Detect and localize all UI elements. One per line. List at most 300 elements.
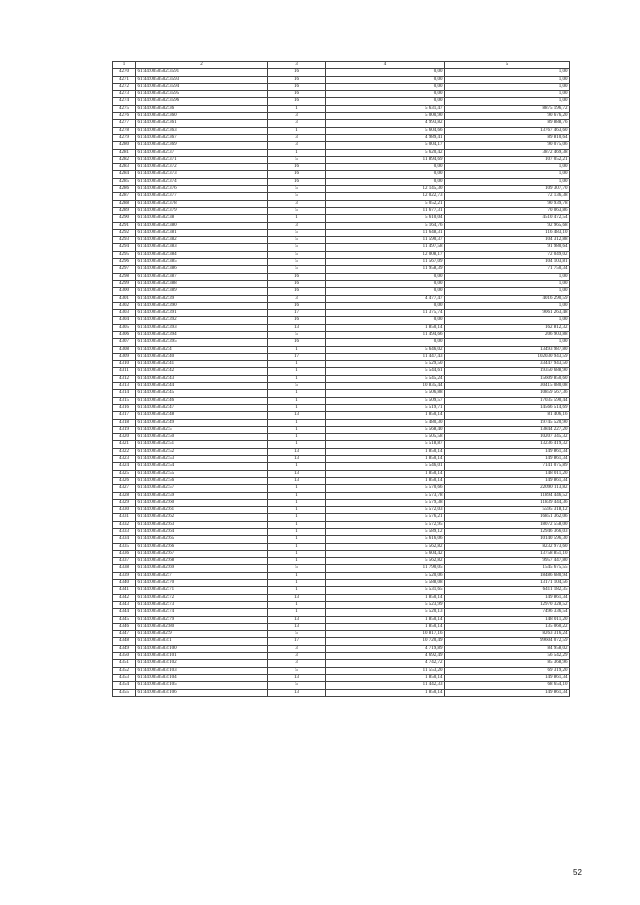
table-cell-col-3: 1 [268,514,326,521]
table-row [113,244,570,251]
column-header-3: 3 [268,62,326,69]
table-cell-col-5: 19350 688,90 [445,368,570,375]
table-cell-col-5: 33447 943,50 [445,361,570,368]
table-row [113,448,570,455]
table-row [113,499,570,506]
table-cell-col-4: 5 610,04 [326,215,445,222]
table-cell-col-4: 5 523,99 [326,601,445,608]
table-cell-col-1: 4322 [113,448,136,455]
table-cell-col-2: 61:44:0050502:382 [136,237,268,244]
table-row [113,601,570,608]
table-cell-col-4: 1 850,14 [326,594,445,601]
table-cell-col-1: 4318 [113,419,136,426]
table-cell-col-2: 61:44:0050502:387 [136,273,268,280]
table-cell-col-4: 0,00 [326,83,445,90]
table-cell-col-1: 4306 [113,331,136,338]
table-cell-col-3: 3 [268,295,326,302]
table-cell-col-3: 13 [268,689,326,696]
table-cell-col-3: 16 [268,178,326,185]
table-row [113,485,570,492]
table-cell-col-4: 1 850,14 [326,674,445,681]
table-row [113,251,570,258]
table-cell-col-2: 61:44:0050503:102 [136,660,268,667]
table-cell-col-1: 4282 [113,156,136,163]
table-cell-col-1: 4300 [113,288,136,295]
table-cell-col-1: 4307 [113,339,136,346]
table-cell-col-2: 61:44:0050502:66 [136,543,268,550]
table-cell-col-5: 13767 463,60 [445,127,570,134]
table-row [113,492,570,499]
table-cell-col-4: 11 447,43 [326,353,445,360]
table-cell-col-2: 61:44:0050502:68 [136,558,268,565]
table-row [113,149,570,156]
table-cell-col-1: 4273 [113,91,136,98]
table-cell-col-5: 12946 366,03 [445,529,570,536]
table-cell-col-2: 61:44:0050502:3591 [136,69,268,76]
table-row [113,426,570,433]
table-cell-col-5: 149 861,34 [445,456,570,463]
table-cell-col-1: 4324 [113,463,136,470]
table-cell-col-1: 4327 [113,485,136,492]
table-cell-col-5: 13171 104,56 [445,580,570,587]
table-cell-col-4: 0,00 [326,164,445,171]
table-cell-col-2: 61:44:0050502:395 [136,339,268,346]
table-cell-col-2: 61:44:0050502:48 [136,412,268,419]
table-row [113,521,570,528]
table-row [113,215,570,222]
table-cell-col-3: 17 [268,638,326,645]
table-cell-col-3: 1 [268,426,326,433]
table-cell-col-5: 90 939,78 [445,200,570,207]
table-cell-col-5: 22090 113,82 [445,485,570,492]
table-cell-col-2: 61:44:0050502:80 [136,623,268,630]
table-cell-col-2: 61:44:0050502:379 [136,207,268,214]
table-cell-col-2: 61:44:0050502:380 [136,222,268,229]
table-cell-col-5: 6411 182,35 [445,587,570,594]
table-cell-col-2: 61:44:0050502:69 [136,565,268,572]
table-cell-col-5: 1,00 [445,69,570,76]
table-cell-col-1: 4323 [113,456,136,463]
table-cell-col-2: 61:44:0050502:40 [136,353,268,360]
table-cell-col-2: 61:44:0050502:3595 [136,91,268,98]
table-row [113,419,570,426]
table-cell-col-3: 5 [268,259,326,266]
table-cell-col-3: 5 [268,251,326,258]
table-cell-col-4: 0,00 [326,98,445,105]
table-cell-col-2: 61:44:0050502:393 [136,324,268,331]
table-cell-col-2: 61:44:0050502:377 [136,193,268,200]
table-cell-col-4: 1 850,14 [326,616,445,623]
table-cell-col-1: 4346 [113,623,136,630]
table-cell-col-2: 61:44:0050502:39 [136,295,268,302]
table-row [113,507,570,514]
table-cell-col-2: 61:44:0050502:363 [136,127,268,134]
table-cell-col-4: 5 505,58 [326,434,445,441]
table-cell-col-4: 1 850,14 [326,324,445,331]
table-cell-col-5: 1,00 [445,302,570,309]
table-cell-col-3: 1 [268,536,326,543]
table-cell-col-2: 61:44:0050502:388 [136,280,268,287]
table-cell-col-2: 61:44:0050502:360 [136,113,268,120]
table-cell-col-5: 7496 336,54 [445,609,570,616]
table-cell-col-3: 16 [268,317,326,324]
table-cell-col-1: 4333 [113,529,136,536]
table-cell-col-3: 1 [268,463,326,470]
table-cell-col-2: 61:44:0050502:56 [136,477,268,484]
table-cell-col-4: 11 590,37 [326,237,445,244]
table-cell-col-2: 61:44:0050502:57 [136,485,268,492]
table-cell-col-1: 4308 [113,346,136,353]
table-row [113,536,570,543]
table-cell-col-5: 148 011,20 [445,470,570,477]
table-cell-col-3: 1 [268,558,326,565]
table-cell-col-5: 30415 080,08 [445,383,570,390]
table-cell-col-1: 4355 [113,689,136,696]
table-cell-col-2: 61:44:0050502:384 [136,251,268,258]
table-cell-col-1: 4281 [113,149,136,156]
table-cell-col-5: 8875 196,72 [445,105,570,112]
table-cell-col-4: 0,00 [326,317,445,324]
table-cell-col-1: 4313 [113,383,136,390]
table-cell-col-5: 104 312,88 [445,237,570,244]
table-cell-col-4: 11 648,31 [326,229,445,236]
table-row [113,580,570,587]
table-cell-col-5: 107 052,21 [445,156,570,163]
table-cell-col-2: 61:44:0050503:101 [136,653,268,660]
table-cell-col-4: 1 850,14 [326,477,445,484]
table-row [113,674,570,681]
table-cell-col-1: 4320 [113,434,136,441]
table-cell-col-4: 10 817,16 [326,631,445,638]
table-cell-col-5: 1,00 [445,76,570,83]
table-cell-col-4: 10 720,49 [326,638,445,645]
table-cell-col-1: 4314 [113,390,136,397]
table-cell-col-5: 89 888,76 [445,120,570,127]
table-cell-col-1: 4351 [113,660,136,667]
table-cell-col-1: 4298 [113,273,136,280]
table-cell-col-1: 4353 [113,674,136,681]
table-cell-col-4: 5 509,57 [326,397,445,404]
table-cell-col-1: 4293 [113,237,136,244]
table-cell-col-2: 61:44:0050502:390 [136,302,268,309]
table-cell-col-2: 61:44:0050502:73 [136,601,268,608]
table-cell-col-1: 4309 [113,353,136,360]
table-cell-col-4: 5 004,17 [326,142,445,149]
table-cell-col-5: 4016 290,59 [445,295,570,302]
table-cell-col-2: 61:44:0050502:374 [136,178,268,185]
table-cell-col-5: 8263 316,24 [445,631,570,638]
table-cell-col-1: 4317 [113,412,136,419]
table-row [113,623,570,630]
table-cell-col-5: 9957 447,80 [445,558,570,565]
table-cell-col-4: 5 052,21 [326,200,445,207]
table-cell-col-4: 0,00 [326,91,445,98]
table-cell-col-4: 12 022,73 [326,193,445,200]
table-cell-col-4: 5 531,65 [326,587,445,594]
table-row [113,229,570,236]
table-cell-col-5: 3872 469,38 [445,149,570,156]
table-cell-col-3: 1 [268,215,326,222]
table-cell-col-2: 61:44:0050502:74 [136,609,268,616]
table-cell-col-4: 5 544,61 [326,368,445,375]
table-row [113,441,570,448]
table-cell-col-3: 1 [268,397,326,404]
table-cell-col-4: 0,00 [326,280,445,287]
table-cell-col-5: 90 676,20 [445,113,570,120]
table-row [113,558,570,565]
table-cell-col-5: 13236 419,32 [445,441,570,448]
table-cell-col-5: 1,00 [445,339,570,346]
table-cell-col-2: 61:44:0050502:47 [136,404,268,411]
table-cell-col-4: 5 568,40 [326,426,445,433]
table-cell-col-4: 5 588,08 [326,580,445,587]
table-cell-col-2: 61:44:0050502:9 [136,631,268,638]
table-cell-col-5: 1,00 [445,164,570,171]
table-cell-col-4: 5 529,50 [326,361,445,368]
table-row [113,529,570,536]
table-cell-col-2: 61:44:0050502:391 [136,310,268,317]
table-cell-col-2: 61:44:0050502:67 [136,550,268,557]
table-cell-col-4: 0,00 [326,302,445,309]
table-cell-col-3: 17 [268,310,326,317]
table-row [113,346,570,353]
table-cell-col-4: 11 958,39 [326,266,445,273]
table-cell-col-2: 61:44:0050502:59 [136,492,268,499]
table-cell-col-1: 4285 [113,178,136,185]
table-row [113,324,570,331]
table-cell-col-1: 4270 [113,69,136,76]
table-cell-col-3: 3 [268,200,326,207]
table-cell-col-2: 61:44:0050502:37 [136,149,268,156]
table-cell-col-4: 1 850,14 [326,470,445,477]
table-cell-col-3: 5 [268,383,326,390]
table-cell-col-3: 17 [268,353,326,360]
table-cell-col-4: 5 480,30 [326,419,445,426]
table-cell-col-4: 1 850,14 [326,456,445,463]
table-cell-col-3: 3 [268,653,326,660]
table-cell-col-3: 1 [268,390,326,397]
table-row [113,397,570,404]
table-cell-col-1: 4289 [113,207,136,214]
table-cell-col-5: 14566 514,69 [445,404,570,411]
table-row [113,609,570,616]
table-cell-col-3: 1 [268,550,326,557]
table-cell-col-5: 1,00 [445,288,570,295]
table-cell-col-4: 11 553,20 [326,667,445,674]
table-row [113,120,570,127]
table-cell-col-3: 1 [268,105,326,112]
table-row [113,200,570,207]
table-cell-col-1: 4304 [113,317,136,324]
table-cell-col-4: 5 000,90 [326,113,445,120]
table-cell-col-2: 61:44:0050502:389 [136,288,268,295]
table-cell-col-2: 61:44:0050502:394 [136,331,268,338]
table-cell-col-4: 5 572,95 [326,521,445,528]
table-cell-col-2: 61:44:0050502:392 [136,317,268,324]
table-cell-col-1: 4286 [113,186,136,193]
table-cell-col-3: 16 [268,164,326,171]
table-cell-col-2: 61:44:0050502:5 [136,426,268,433]
table-cell-col-3: 13 [268,477,326,484]
table-cell-col-3: 16 [268,91,326,98]
table-cell-col-4: 0,00 [326,288,445,295]
table-cell-col-2: 61:44:0050502:369 [136,142,268,149]
table-cell-col-1: 4271 [113,76,136,83]
table-cell-col-1: 4299 [113,280,136,287]
table-cell-col-1: 4336 [113,550,136,557]
table-cell-col-3: 5 [268,667,326,674]
table-cell-col-3: 1 [268,492,326,499]
table-cell-col-1: 4275 [113,105,136,112]
table-cell-col-1: 4311 [113,368,136,375]
table-cell-col-1: 4330 [113,507,136,514]
table-cell-col-5: 10140 596,30 [445,536,570,543]
table-cell-col-5: 1,00 [445,171,570,178]
table-cell-col-4: 5 579,38 [326,499,445,506]
table-row [113,339,570,346]
table-cell-col-2: 61:44:0050502:50 [136,434,268,441]
table-row [113,76,570,83]
table-cell-col-2: 61:44:0050502:38 [136,215,268,222]
table-cell-col-1: 4301 [113,295,136,302]
table-cell-col-3: 3 [268,142,326,149]
table-cell-col-4: 4 989,41 [326,134,445,141]
table-cell-col-2: 61:44:0050502:4 [136,346,268,353]
table-cell-col-5: 10859 567,36 [445,390,570,397]
table-cell-col-4: 11 375,74 [326,310,445,317]
table-row [113,310,570,317]
table-cell-col-1: 4283 [113,164,136,171]
table-cell-col-2: 61:44:0050502:43 [136,375,268,382]
table-cell-col-5: 10207 345,32 [445,434,570,441]
table-cell-col-5: 1,00 [445,273,570,280]
table-cell-col-4: 1 850,14 [326,623,445,630]
table-cell-col-5: 104 103,81 [445,259,570,266]
table-cell-col-4: 5 631,47 [326,105,445,112]
table-row [113,113,570,120]
table-cell-col-3: 1 [268,346,326,353]
table-cell-col-5: 11894 446,52 [445,492,570,499]
table-cell-col-5: 9061 263,48 [445,310,570,317]
table-cell-col-3: 13 [268,674,326,681]
table-row [113,543,570,550]
table-cell-col-3: 1 [268,529,326,536]
table-cell-col-5: 8232 973,60 [445,543,570,550]
table-cell-col-1: 4284 [113,171,136,178]
table-cell-col-1: 4279 [113,134,136,141]
table-cell-col-3: 5 [268,244,326,251]
table-cell-col-2: 61:44:0050502:54 [136,463,268,470]
table-cell-col-2: 61:44:0050502:65 [136,536,268,543]
table-cell-col-5: 18486 680,94 [445,572,570,579]
table-cell-col-5: 71 750,34 [445,266,570,273]
table-cell-col-1: 4292 [113,229,136,236]
table-cell-col-1: 4347 [113,631,136,638]
table-cell-col-3: 13 [268,448,326,455]
table-cell-col-4: 5 573,78 [326,492,445,499]
table-cell-col-2: 61:44:0050502:381 [136,229,268,236]
table-cell-col-3: 16 [268,171,326,178]
table-cell-col-2: 61:44:0050502:383 [136,244,268,251]
table-cell-col-1: 4274 [113,98,136,105]
table-cell-col-4: 5 562,82 [326,558,445,565]
table-cell-col-2: 61:44:0050502:367 [136,134,268,141]
table-cell-col-5: 1,00 [445,280,570,287]
table-cell-col-2: 61:44:0050503:104 [136,674,268,681]
table-cell-col-1: 4339 [113,572,136,579]
table-cell-col-5: 90 075,06 [445,142,570,149]
table-cell-col-1: 4348 [113,638,136,645]
table-row [113,631,570,638]
table-cell-col-1: 4344 [113,609,136,616]
table-cell-col-1: 4326 [113,477,136,484]
table-cell-col-1: 4303 [113,310,136,317]
table-cell-col-2: 61:44:0050503:1 [136,638,268,645]
table-cell-col-1: 4288 [113,200,136,207]
table-cell-col-4: 11 494,66 [326,331,445,338]
table-cell-col-3: 13 [268,623,326,630]
table-cell-col-4: 0,00 [326,273,445,280]
table-row [113,375,570,382]
table-cell-col-3: 1 [268,368,326,375]
table-cell-col-5: 149 861,34 [445,689,570,696]
table-cell-col-5: 162 812,32 [445,324,570,331]
table-cell-col-2: 61:44:0050502:386 [136,266,268,273]
table-row [113,317,570,324]
table-cell-col-2: 61:44:0050502:79 [136,616,268,623]
table-cell-col-2: 61:44:0050502:378 [136,200,268,207]
table-cell-col-5: 206 903,88 [445,331,570,338]
table-cell-col-1: 4321 [113,441,136,448]
table-cell-col-4: 1 850,14 [326,689,445,696]
table-cell-col-3: 3 [268,134,326,141]
table-cell-col-4: 4 692,49 [326,653,445,660]
table-row [113,127,570,134]
table-cell-col-2: 61:44:0050502:62 [136,514,268,521]
table-row [113,266,570,273]
table-row [113,653,570,660]
table-cell-col-4: 4 719,89 [326,645,445,652]
table-cell-col-5: 15609 850,60 [445,375,570,382]
table-cell-col-2: 61:44:0050502:376 [136,186,268,193]
table-row [113,477,570,484]
table-row [113,69,570,76]
table-cell-col-4: 0,00 [326,178,445,185]
table-cell-col-3: 1 [268,499,326,506]
table-cell-col-3: 1 [268,361,326,368]
table-cell-col-5: 1,00 [445,98,570,105]
table-row [113,550,570,557]
table-cell-col-3: 1 [268,485,326,492]
table-cell-col-4: 12 145,30 [326,186,445,193]
table-cell-col-1: 4325 [113,470,136,477]
table-cell-col-5: 5595 318,12 [445,507,570,514]
table-cell-col-5: 149 861,34 [445,448,570,455]
table-cell-col-3: 13 [268,616,326,623]
table-cell-col-2: 61:44:0050502:373 [136,171,268,178]
table-row [113,171,570,178]
table-cell-col-1: 4328 [113,492,136,499]
table-cell-col-4: 5 519,71 [326,404,445,411]
table-cell-col-3: 1 [268,127,326,134]
table-cell-col-5: 13758 851,10 [445,550,570,557]
table-cell-col-3: 1 [268,419,326,426]
table-cell-col-4: 0,00 [326,76,445,83]
table-cell-col-4: 11 567,09 [326,259,445,266]
table-cell-col-4: 4 742,72 [326,660,445,667]
table-cell-col-5: 92 965,68 [445,222,570,229]
table-body [113,69,570,697]
